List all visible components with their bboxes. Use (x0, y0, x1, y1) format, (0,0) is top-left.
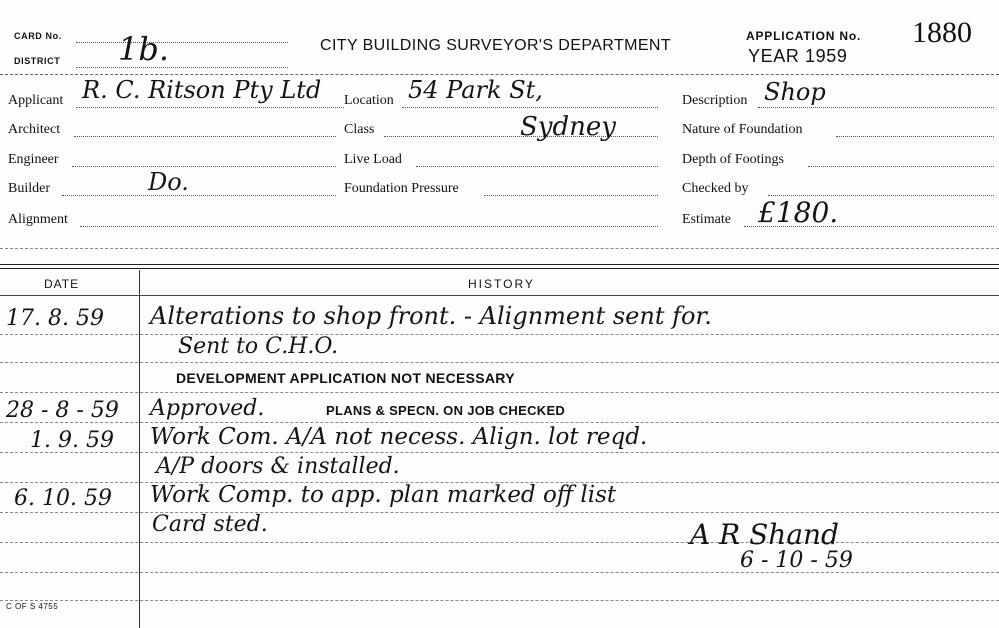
depth-of-footings-label: Depth of Footings (682, 152, 784, 167)
location-value: 54 Park St, (408, 76, 543, 104)
history-rule (0, 422, 999, 423)
card-no-label: CARD No. (14, 31, 62, 41)
fields-divider-2 (0, 268, 999, 269)
engineer-line (72, 166, 336, 167)
applicant-line (76, 107, 344, 108)
applicant-value: R. C. Ritson Pty Ltd (82, 76, 322, 104)
history-rule (0, 542, 999, 543)
plans-checked-stamp: PLANS & SPECN. ON JOB CHECKED (326, 403, 566, 418)
header-divider (0, 74, 999, 75)
fields-divider-1 (0, 264, 999, 265)
estimate-value: £180. (758, 196, 839, 229)
history-text: Alterations to shop front. - Alignment sent for. (150, 302, 712, 330)
location-line2-value: Sydney (520, 112, 616, 142)
description-label: Description (682, 93, 748, 108)
history-rule (0, 600, 999, 601)
history-text: Work Comp. to app. plan marked off list (150, 482, 617, 508)
year-label: YEAR 1959 (748, 46, 848, 66)
history-date: 17. 8. 59 (6, 306, 104, 331)
history-rule (0, 334, 999, 335)
nature-of-foundation-line (836, 136, 994, 137)
history-text: A/P doors & installed. (156, 454, 400, 479)
history-column-header: HISTORY (468, 277, 535, 291)
architect-line (74, 136, 336, 137)
district-label: DISTRICT (14, 56, 61, 66)
architect-label: Architect (8, 122, 61, 137)
district-line (76, 67, 288, 68)
history-rule (0, 362, 999, 363)
alignment-label: Alignment (8, 212, 68, 227)
live-load-line (416, 166, 658, 167)
history-rule (0, 452, 999, 453)
builder-label: Builder (8, 181, 50, 196)
history-text: Approved. (150, 396, 265, 421)
date-column-divider (139, 270, 140, 628)
checked-by-label: Checked by (682, 181, 749, 196)
engineer-label: Engineer (8, 152, 59, 167)
history-date: 6. 10. 59 (14, 486, 112, 511)
location-label: Location (344, 93, 394, 108)
nature-of-foundation-label: Nature of Foundation (682, 122, 803, 137)
applicant-label: Applicant (8, 93, 64, 108)
foundation-pressure-line (484, 195, 658, 196)
signature: A R Shand (690, 518, 839, 551)
alignment-line (80, 226, 658, 227)
signature-date: 6 - 10 - 59 (740, 548, 853, 573)
history-rule (0, 392, 999, 393)
card-no-line (76, 42, 288, 43)
depth-of-footings-line (808, 166, 994, 167)
district-value: 1b. (118, 30, 170, 68)
table-header-rule (0, 295, 999, 296)
builder-line (62, 195, 336, 196)
history-text: Sent to C.H.O. (178, 334, 339, 359)
department-title: CITY BUILDING SURVEYOR'S DEPARTMENT (320, 37, 672, 54)
fields-divider-dashed (0, 248, 999, 249)
history-text: Work Com. A/A not necess. Align. lot reqd. (150, 424, 648, 450)
description-line (758, 107, 994, 108)
application-number: 1880 (912, 16, 972, 49)
estimate-label: Estimate (682, 212, 731, 227)
development-application-stamp: DEVELOPMENT APPLICATION NOT NECESSARY (176, 370, 515, 386)
description-value: Shop (764, 78, 826, 106)
foundation-pressure-label: Foundation Pressure (344, 181, 459, 196)
history-date: 1. 9. 59 (30, 428, 114, 453)
builder-value: Do. (148, 168, 189, 196)
application-label: APPLICATION No. (746, 29, 862, 43)
form-code: C OF S 4755 (6, 602, 59, 611)
history-text: Card sted. (152, 512, 268, 537)
history-rule (0, 512, 999, 513)
date-column-header: DATE (44, 277, 80, 291)
history-date: 28 - 8 - 59 (6, 398, 119, 423)
class-label: Class (344, 122, 375, 137)
live-load-label: Live Load (344, 152, 402, 167)
location-line (402, 107, 658, 108)
